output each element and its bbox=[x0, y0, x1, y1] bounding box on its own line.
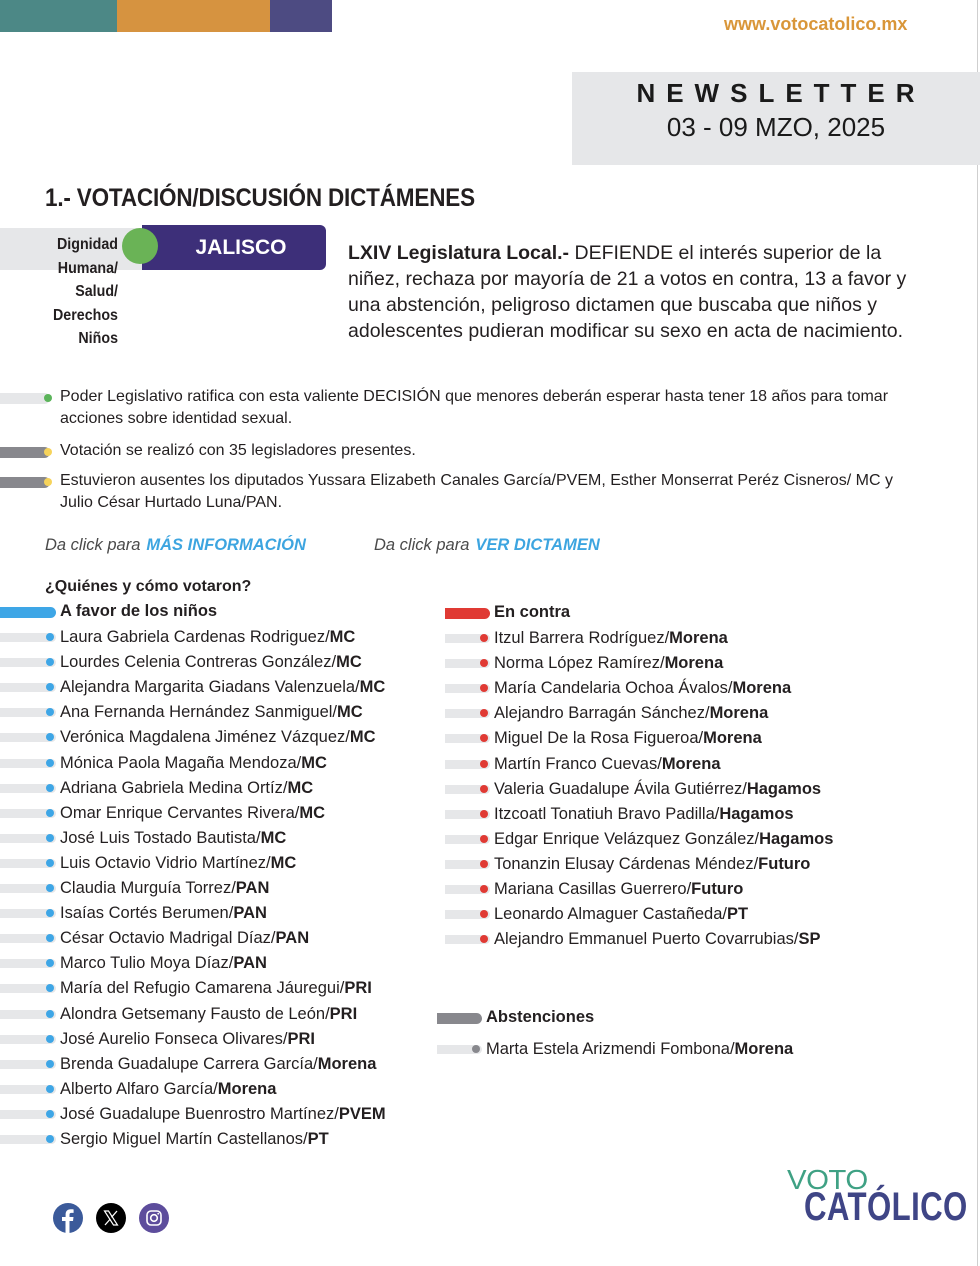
vote-row bbox=[60, 1029, 315, 1049]
category-dot-icon bbox=[122, 228, 158, 264]
member-name: Marco Tulio Moya Díaz/ bbox=[60, 954, 234, 973]
category-line: Salud/ bbox=[75, 283, 118, 300]
facebook-icon bbox=[53, 1203, 83, 1233]
vote-group-favor-heading bbox=[60, 602, 217, 621]
vote-row bbox=[486, 1039, 793, 1059]
vote-row bbox=[60, 853, 296, 873]
member-party: PAN bbox=[235, 879, 270, 897]
vote-row bbox=[494, 854, 810, 874]
vote-dot-icon bbox=[46, 809, 54, 817]
vote-row bbox=[494, 678, 791, 698]
member-name: Alejandra Margarita Giadans Valenzuela/ bbox=[60, 678, 360, 697]
vote-row bbox=[494, 628, 728, 648]
member-name: César Octavio Madrigal Díaz/ bbox=[60, 929, 276, 948]
member-party: SP bbox=[798, 930, 821, 949]
vote-group-abstencion-heading bbox=[486, 1008, 594, 1027]
vote-dot-icon bbox=[46, 1110, 54, 1118]
vote-dot-icon bbox=[480, 760, 488, 768]
member-party: PRI bbox=[329, 1004, 358, 1023]
member-name: Claudia Murguía Torrez/ bbox=[60, 879, 236, 897]
member-party: Morena bbox=[661, 754, 721, 773]
vote-row bbox=[60, 953, 267, 973]
member-name: Miguel De la Rosa Figueroa/ bbox=[494, 729, 704, 748]
category-line: Dignidad bbox=[56, 236, 118, 253]
vote-dot-icon bbox=[46, 784, 54, 792]
bullet-dot-icon bbox=[44, 478, 52, 486]
newsletter-date: 03 - 09 MZO, 2025 bbox=[666, 112, 886, 142]
member-name: Martín Franco Cuevas/ bbox=[494, 754, 662, 773]
member-party: PRI bbox=[344, 979, 372, 998]
vote-row bbox=[60, 702, 363, 722]
vote-row bbox=[60, 803, 325, 823]
member-party: Futuro bbox=[758, 854, 811, 873]
member-party: Morena bbox=[703, 729, 762, 748]
vote-row bbox=[60, 677, 385, 697]
vote-dot-icon bbox=[46, 1085, 54, 1093]
member-party: MC bbox=[287, 778, 314, 797]
vote-dot-icon bbox=[46, 759, 54, 767]
vote-row bbox=[60, 878, 269, 898]
member-party: MC bbox=[329, 628, 356, 646]
vote-dot-icon bbox=[46, 859, 54, 867]
vote-dot-icon bbox=[480, 810, 488, 818]
member-party: MC bbox=[270, 853, 297, 872]
member-name: Alberto Alfaro García/ bbox=[60, 1079, 218, 1098]
vote-row bbox=[494, 929, 821, 949]
intro-paragraph bbox=[348, 240, 928, 344]
vote-dot-icon bbox=[46, 1060, 54, 1068]
x-button[interactable] bbox=[96, 1203, 126, 1233]
vote-row bbox=[494, 728, 762, 748]
member-name: Laura Gabriela Cardenas Rodriguez/ bbox=[60, 628, 330, 646]
x-icon bbox=[96, 1203, 126, 1233]
link-prefix: Da click para bbox=[45, 536, 141, 554]
category-line: Humana/ bbox=[57, 259, 118, 277]
link-dictamen-row bbox=[374, 536, 600, 555]
vote-group-label: En contra bbox=[494, 603, 571, 621]
vote-dot-icon bbox=[46, 1010, 54, 1018]
member-party: Futuro bbox=[691, 880, 744, 898]
member-name: Alejandro Barragán Sánchez/ bbox=[494, 704, 710, 723]
vote-row bbox=[494, 653, 723, 673]
member-name: Alejandro Emmanuel Puerto Covarrubias/ bbox=[494, 930, 799, 949]
member-name: Omar Enrique Cervantes Rivera/ bbox=[60, 803, 300, 822]
vote-dot-icon bbox=[480, 860, 488, 868]
vote-row bbox=[60, 1079, 276, 1099]
website-link[interactable]: www.votocatolico.mx bbox=[724, 14, 908, 34]
brand-bar-orange bbox=[117, 0, 270, 32]
instagram-icon bbox=[139, 1203, 169, 1233]
bullet-dot-icon bbox=[44, 448, 52, 456]
vote-dot-icon bbox=[472, 1045, 480, 1053]
member-name: Mariana Casillas Guerrero/ bbox=[494, 880, 692, 898]
member-name: Isaías Cortés Berumen/ bbox=[60, 904, 234, 923]
vote-row bbox=[494, 879, 743, 899]
vote-row bbox=[494, 754, 721, 774]
vote-group-bar bbox=[437, 1013, 482, 1024]
vote-row bbox=[494, 804, 794, 824]
member-party: PAN bbox=[233, 954, 267, 973]
vote-dot-icon bbox=[480, 634, 488, 642]
member-party: MC bbox=[337, 703, 363, 722]
intro-text: DEFIENDE el interés superior de la niñez, rechaza por mayoría de 21 a votos en contra, 13 a favor y una abstención, peligroso dictamen que buscaba que niños y adolescentes pudieran modificar su sexo en acta de nacimiento. bbox=[348, 242, 907, 342]
newsletter-banner bbox=[572, 72, 980, 165]
vote-dot-icon bbox=[46, 1035, 54, 1043]
member-party: Morena bbox=[664, 654, 724, 673]
category-line: Derechos bbox=[52, 306, 118, 324]
vote-row bbox=[494, 779, 821, 799]
vote-row bbox=[60, 778, 313, 798]
member-party: MC bbox=[359, 678, 386, 697]
section-title: 1.- VOTACIÓN/DISCUSIÓN DICTÁMENES bbox=[45, 184, 475, 212]
member-party: PAN bbox=[233, 904, 267, 923]
vote-dot-icon bbox=[480, 835, 488, 843]
category-label bbox=[28, 233, 118, 351]
member-name: María Candelaria Ochoa Ávalos/ bbox=[494, 679, 733, 698]
member-name: Itzul Barrera Rodríguez/ bbox=[494, 629, 670, 647]
link-more-info-row bbox=[45, 536, 306, 555]
vote-group-label: A favor de los niños bbox=[60, 602, 218, 620]
vote-row bbox=[494, 703, 768, 723]
vote-dot-icon bbox=[480, 885, 488, 893]
brand-bar-purple bbox=[270, 0, 332, 32]
more-info-link[interactable]: MÁS INFORMACIÓN bbox=[146, 536, 306, 554]
vote-dot-icon bbox=[46, 884, 54, 892]
link-prefix: Da click para bbox=[374, 536, 470, 554]
member-name: Norma López Ramírez/ bbox=[494, 654, 665, 673]
intro-bold: LXIV Legislatura Local.- bbox=[348, 242, 570, 264]
vote-group-bar bbox=[0, 607, 56, 618]
brand-color-bar bbox=[0, 0, 332, 32]
vote-row bbox=[60, 903, 267, 923]
member-party: Morena bbox=[317, 1054, 377, 1073]
vote-dot-icon bbox=[46, 1135, 54, 1143]
member-name: José Luis Tostado Bautista/ bbox=[60, 828, 261, 847]
member-party: PT bbox=[307, 1130, 329, 1148]
bullet-bar bbox=[0, 477, 50, 488]
brand-bar-teal bbox=[0, 0, 117, 32]
member-name: Valeria Guadalupe Ávila Gutiérrez/ bbox=[494, 779, 747, 798]
member-name: José Aurelio Fonseca Olivares/ bbox=[60, 1029, 288, 1048]
bullet-text: Poder Legislativo ratifica con esta valiente DECISIÓN que menores deberán esperar hasta tener 18 años para tomar acciones sobre identidad sexual. bbox=[60, 388, 889, 427]
vote-group-bar bbox=[445, 608, 490, 619]
logo-voto: VOTO bbox=[787, 1164, 868, 1195]
member-party: PAN bbox=[275, 929, 310, 948]
member-name: Leonardo Almaguer Castañeda/ bbox=[494, 905, 727, 924]
vote-dot-icon bbox=[480, 785, 488, 793]
vote-row bbox=[60, 652, 362, 672]
vote-row bbox=[60, 727, 376, 747]
member-name: Tonanzin Elusay Cárdenas Méndez/ bbox=[494, 854, 759, 873]
member-party: PT bbox=[727, 905, 749, 924]
bullet-dot-icon bbox=[44, 394, 52, 402]
member-name: Marta Estela Arizmendi Fombona/ bbox=[486, 1040, 735, 1058]
bullet-text: Estuvieron ausentes los diputados Yussara Elizabeth Canales García/PVEM, Esther Monserrat Peréz Cisneros/ MC y Julio César Hurtado Luna/PAN. bbox=[60, 472, 893, 511]
member-party: Hagamos bbox=[719, 804, 794, 823]
member-party: PVEM bbox=[338, 1104, 386, 1123]
logo-catolico: CATÓLICO bbox=[804, 1185, 968, 1229]
instagram-button[interactable] bbox=[139, 1203, 169, 1233]
vote-row bbox=[60, 1129, 329, 1149]
member-party: MC bbox=[301, 753, 327, 772]
vote-group-label: Abstenciones bbox=[486, 1008, 595, 1026]
vote-dot-icon bbox=[46, 633, 54, 641]
member-name: Verónica Magdalena Jiménez Vázquez/ bbox=[60, 728, 350, 747]
member-name: María del Refugio Camarena Jáuregui/ bbox=[60, 979, 345, 998]
member-party: MC bbox=[336, 653, 362, 672]
newsletter-title: NEWSLETTER bbox=[636, 78, 926, 108]
facebook-button[interactable] bbox=[53, 1203, 83, 1233]
vote-row bbox=[60, 627, 355, 647]
member-name: Mónica Paola Magaña Mendoza/ bbox=[60, 753, 302, 772]
vote-row bbox=[60, 928, 309, 948]
member-party: Hagamos bbox=[759, 829, 834, 848]
view-dictamen-link[interactable]: VER DICTAMEN bbox=[475, 536, 600, 554]
bullet-text: Votación se realizó con 35 legisladores presentes. bbox=[60, 442, 416, 459]
page-border bbox=[977, 0, 978, 1266]
vote-row bbox=[60, 828, 286, 848]
member-name: Luis Octavio Vidrio Martínez/ bbox=[60, 853, 271, 872]
vote-row bbox=[60, 753, 327, 773]
bullet-bar bbox=[0, 447, 50, 458]
vote-group-contra-heading bbox=[494, 603, 570, 622]
votes-heading: ¿Quiénes y cómo votaron? bbox=[45, 578, 252, 595]
vote-row bbox=[494, 829, 833, 849]
category-line: Niños bbox=[78, 330, 118, 347]
member-party: Morena bbox=[217, 1079, 277, 1098]
member-party: MC bbox=[349, 728, 376, 747]
state-badge: JALISCO bbox=[142, 225, 326, 270]
vote-row bbox=[494, 904, 748, 924]
member-party: Morena bbox=[669, 629, 728, 647]
member-name: Ana Fernanda Hernández Sanmiguel/ bbox=[60, 703, 338, 722]
member-name: Edgar Enrique Velázquez González/ bbox=[494, 829, 760, 848]
vote-row bbox=[60, 1004, 357, 1024]
member-party: MC bbox=[260, 828, 287, 847]
member-party: Morena bbox=[732, 679, 792, 698]
vote-row bbox=[60, 1054, 376, 1074]
member-name: Lourdes Celenia Contreras González/ bbox=[60, 653, 337, 672]
vote-dot-icon bbox=[46, 834, 54, 842]
member-party: Morena bbox=[709, 704, 769, 723]
member-name: José Guadalupe Buenrostro Martínez/ bbox=[60, 1104, 339, 1123]
member-party: PRI bbox=[287, 1029, 315, 1048]
member-name: Adriana Gabriela Medina Ortíz/ bbox=[60, 778, 288, 797]
vote-row bbox=[60, 1104, 386, 1124]
vote-row bbox=[60, 978, 372, 998]
member-name: Itzcoatl Tonatiuh Bravo Padilla/ bbox=[494, 804, 720, 823]
member-party: MC bbox=[299, 803, 326, 822]
member-party: Hagamos bbox=[746, 779, 822, 798]
member-party: Morena bbox=[734, 1040, 794, 1058]
member-name: Sergio Miguel Martín Castellanos/ bbox=[60, 1130, 308, 1148]
member-name: Alondra Getsemany Fausto de León/ bbox=[60, 1004, 330, 1023]
bullet-bar bbox=[0, 393, 50, 404]
member-name: Brenda Guadalupe Carrera García/ bbox=[60, 1054, 318, 1073]
